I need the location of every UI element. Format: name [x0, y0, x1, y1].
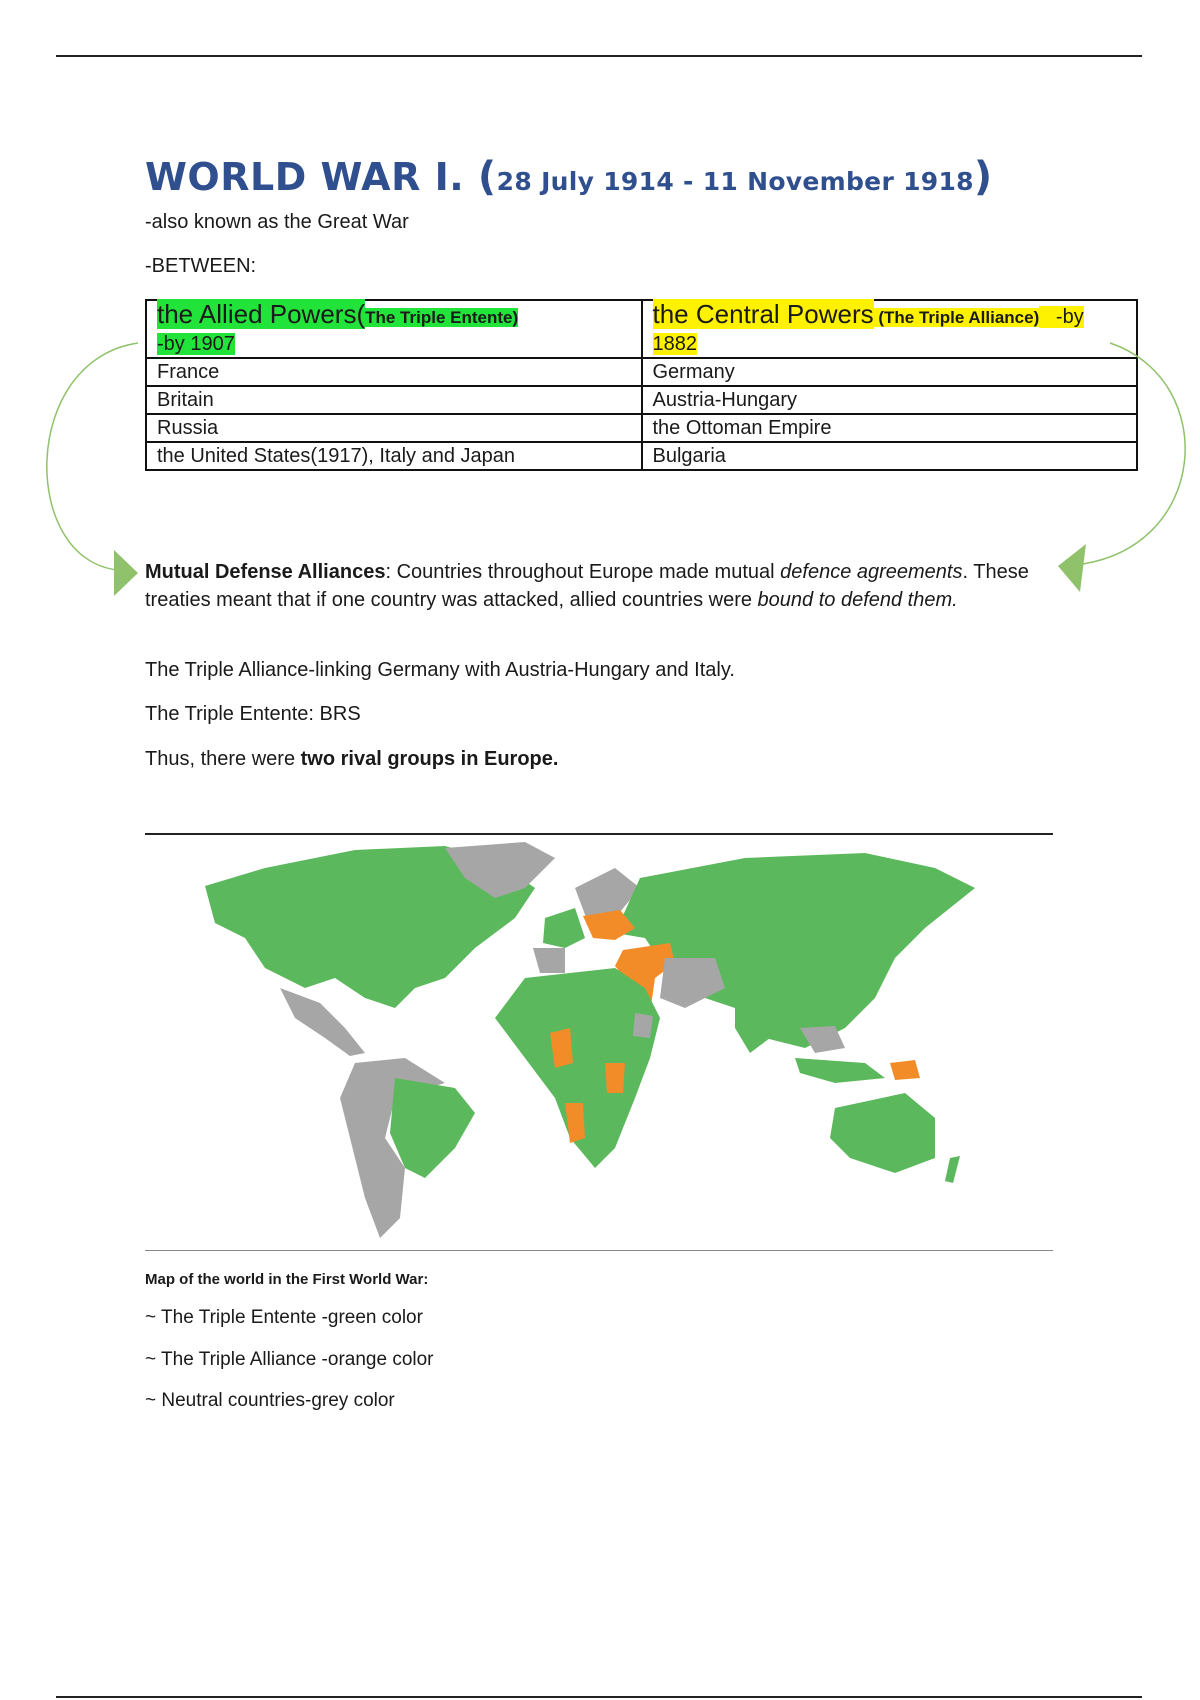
mutual-italic-1: defence agreements	[780, 561, 963, 583]
legend-entente: ~ The Triple Entente -green color	[145, 1307, 423, 1328]
mutual-italic-2: bound to defend them.	[757, 589, 958, 611]
left-arrowhead	[114, 550, 138, 596]
between-label: -BETWEEN:	[145, 255, 257, 277]
legend-alliance: ~ The Triple Alliance -orange color	[145, 1349, 434, 1370]
allied-name: the Allied Powers(	[157, 299, 366, 329]
table-row	[146, 442, 1137, 470]
central-country: Bulgaria	[642, 442, 1138, 470]
subtitle: -also known as the Great War	[145, 211, 409, 233]
map-bottom-rule	[145, 1250, 1053, 1251]
allied-alt-name: The Triple Entente)	[365, 308, 519, 327]
central-since-b: 1882	[652, 333, 697, 355]
mutual-text-1: : Countries throughout Europe made mutual	[385, 561, 781, 583]
central-country: Germany	[642, 358, 1138, 386]
bottom-rule	[56, 1696, 1142, 1698]
new-guinea-alliance	[890, 1060, 920, 1080]
allied-header-cell	[146, 300, 642, 358]
table-header-row	[146, 300, 1137, 358]
central-since-a: -by	[1055, 306, 1084, 328]
table-row	[146, 358, 1137, 386]
triple-alliance-line: The Triple Alliance-linking Germany with Austria-Hungary and Italy.	[145, 659, 735, 681]
table-row	[146, 414, 1137, 442]
allied-country: the United States(1917), Italy and Japan	[146, 442, 642, 470]
table-row	[146, 386, 1137, 414]
mutual-defense-term: Mutual Defense Alliances	[145, 561, 386, 583]
allied-country: Britain	[146, 386, 642, 414]
central-header-cell	[642, 300, 1138, 358]
world-war-map	[145, 838, 1053, 1248]
triple-entente-line: The Triple Entente: BRS	[145, 703, 361, 725]
allied-since: -by 1907	[157, 333, 235, 355]
mutual-text-2: . These treaties meant that if one country was attacked, allied countries were	[145, 561, 1029, 611]
rival-groups-line	[145, 745, 1045, 773]
africa-alliance-east	[605, 1063, 625, 1093]
title-close-paren: )	[973, 154, 993, 200]
top-rule	[56, 55, 1142, 57]
allied-country: Russia	[146, 414, 642, 442]
map-caption: Map of the world in the First World War:	[145, 1271, 429, 1288]
rival-bold: two rival groups in Europe.	[300, 748, 559, 770]
powers-table	[145, 299, 1138, 471]
page-title	[145, 154, 993, 200]
rival-text: Thus, there were	[145, 748, 301, 770]
central-country: Austria-Hungary	[642, 386, 1138, 414]
right-arrowhead	[1058, 544, 1086, 592]
legend-neutral: ~ Neutral countries-grey color	[145, 1390, 395, 1411]
horn-neutral	[633, 1013, 653, 1038]
map-top-rule	[145, 833, 1053, 835]
allied-country: France	[146, 358, 642, 386]
title-text: WORLD WAR I.	[145, 155, 465, 199]
central-alt-name: (The Triple Alliance)	[878, 308, 1040, 327]
central-name: the Central Powers	[652, 299, 874, 329]
left-curved-arrow	[47, 343, 138, 570]
title-open-paren: (	[477, 154, 497, 200]
mutual-defense-paragraph	[145, 558, 1045, 614]
central-country: the Ottoman Empire	[642, 414, 1138, 442]
title-dates: 28 July 1914 - 11 November 1918	[496, 167, 974, 196]
